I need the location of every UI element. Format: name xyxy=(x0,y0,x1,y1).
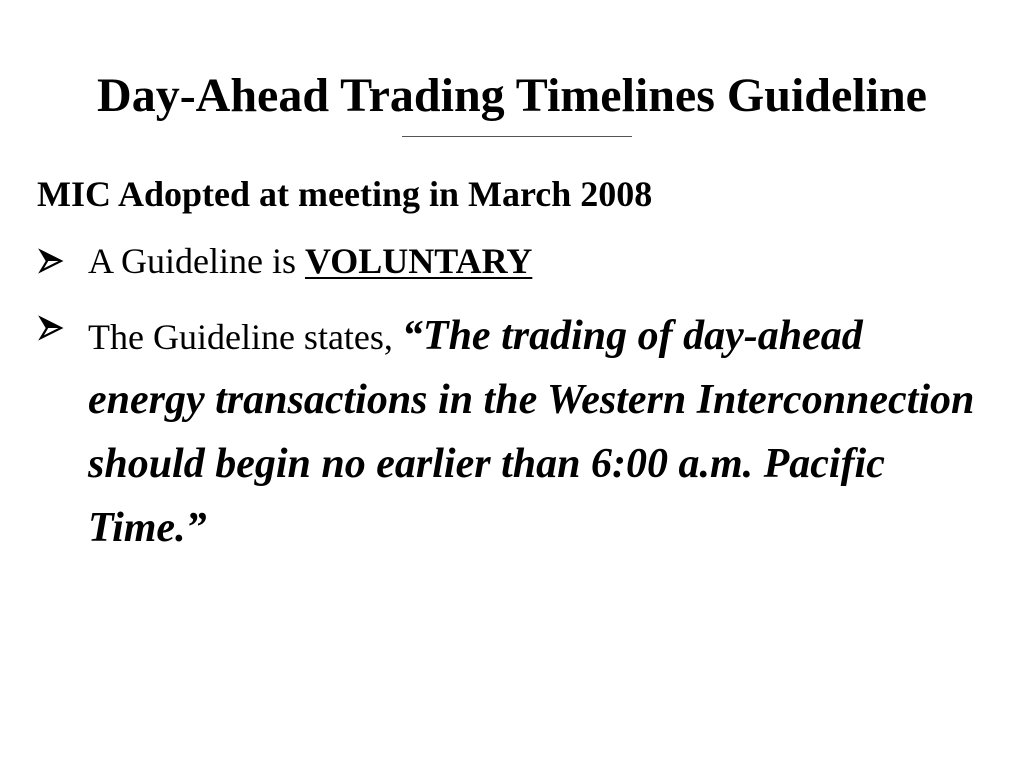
arrow-bullet-icon xyxy=(37,305,77,349)
bullet-text xyxy=(88,305,988,561)
slide-subheading: MIC Adopted at meeting in March 2008 xyxy=(37,174,653,214)
bullet-text-prefix: The Guideline states, xyxy=(88,317,402,357)
arrow-bullet-icon xyxy=(37,239,77,283)
bullet-text xyxy=(88,239,532,283)
title-divider xyxy=(402,136,632,137)
bullet-text-prefix: A Guideline is xyxy=(88,241,305,281)
guideline-quote: “The trading of day-ahead energy transactions in the Western Interconnection should begin no earlier than 6:00 a.m. Pacific Time.” xyxy=(88,313,975,551)
bullet-emphasis: VOLUNTARY xyxy=(304,241,533,281)
slide-title: Day-Ahead Trading Timelines Guideline xyxy=(97,69,927,122)
